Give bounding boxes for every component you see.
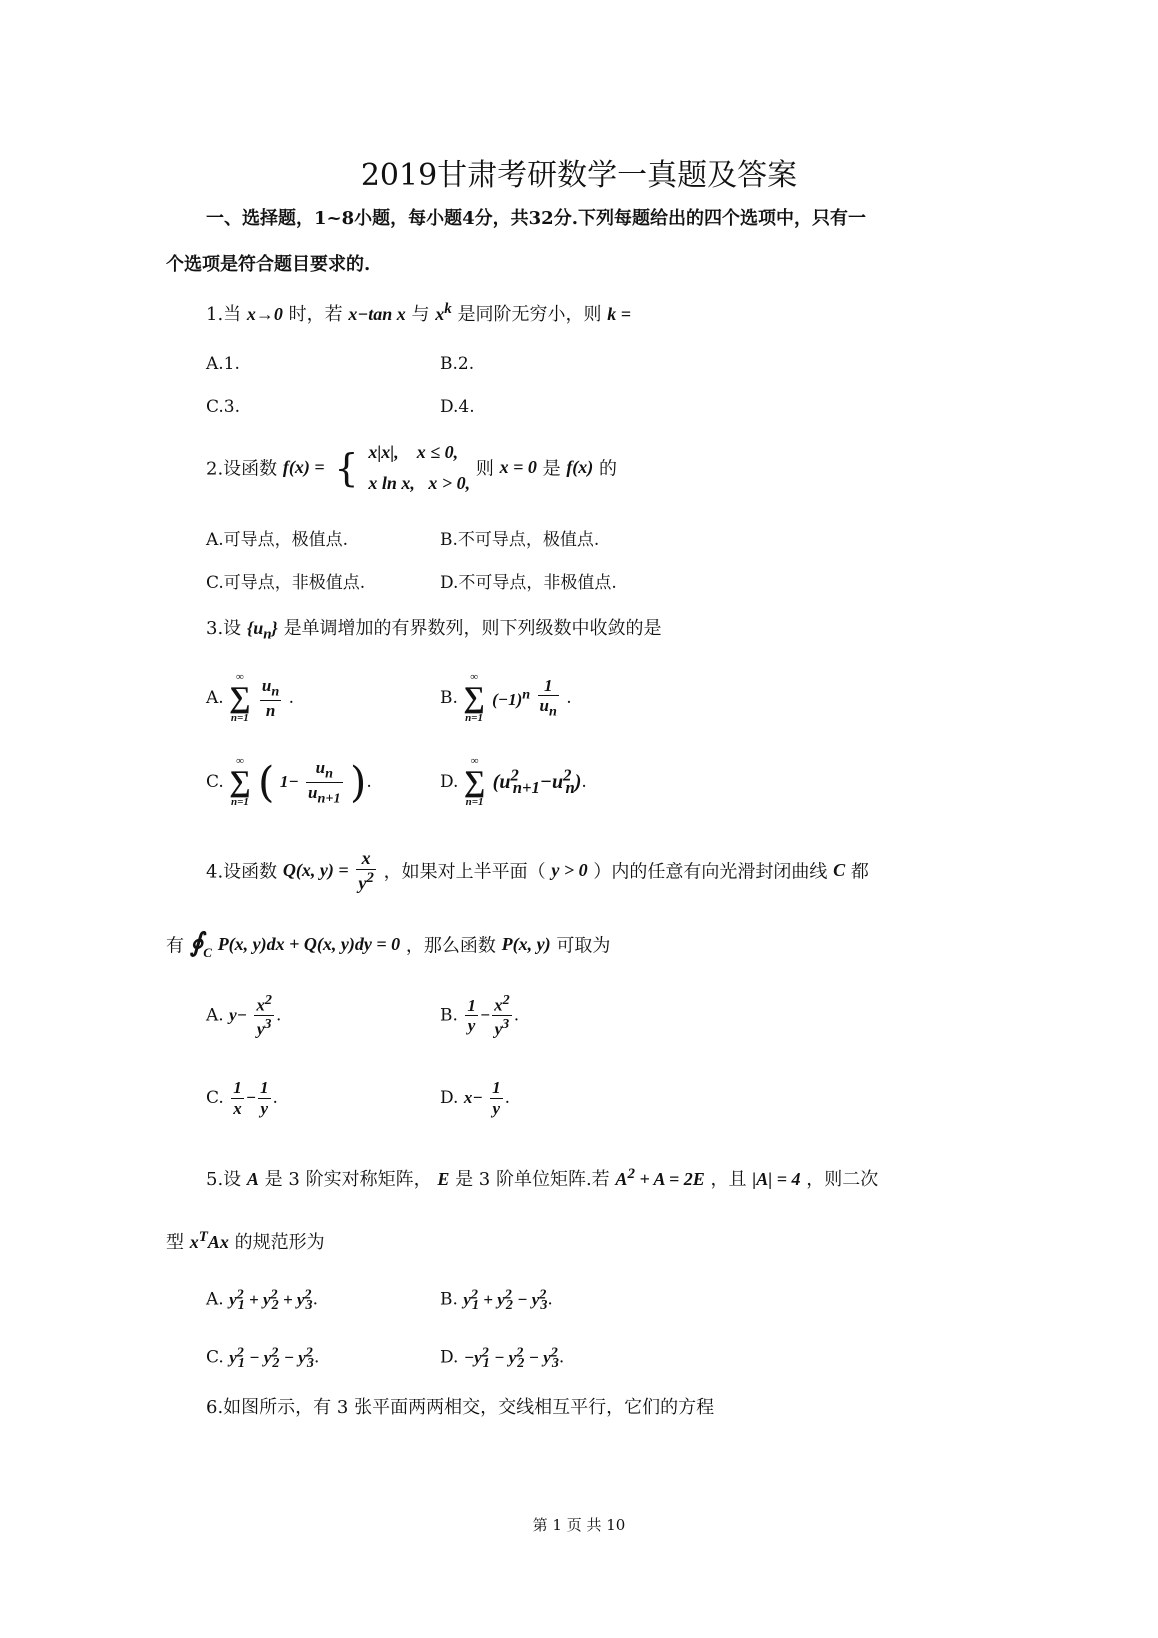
q4-c-den1: x: [233, 1098, 242, 1118]
question-5-line1: [206, 1165, 878, 1191]
q4-b-frac2: [492, 992, 512, 1039]
q5-b-sq1: 2: [470, 1286, 478, 1302]
q4-a-den: [254, 1016, 274, 1039]
q4-label-b: B.: [440, 1005, 458, 1026]
q1-math-3-sup: k: [444, 301, 452, 317]
q4-a-num-sup: 2: [264, 992, 272, 1008]
q1-text-2: 时，若: [288, 304, 343, 325]
q5-b-s1: 1: [471, 1297, 480, 1314]
q1-math-2: x−tan x: [348, 304, 406, 324]
q3-c-sum-sign: ∑: [229, 765, 251, 798]
q5-b-expr: [463, 1286, 548, 1314]
q2-text-2: 则: [475, 458, 494, 480]
q5-option-c: [206, 1344, 319, 1372]
q3-d-sum-bottom: n=1: [465, 796, 484, 808]
q4-c-period: .: [272, 1088, 278, 1109]
q5-a-op1: +: [244, 1289, 263, 1309]
q3-c-num-base: u: [315, 757, 326, 777]
q5-a-s3: 3: [305, 1297, 313, 1314]
q4-d-pre: x−: [463, 1088, 483, 1108]
q4-math-5: P(x, y): [501, 934, 551, 955]
q5-text-5: ，则二次: [806, 1169, 879, 1190]
q2-option-a: A.可导点，极值点.: [206, 530, 349, 550]
q4-integral-sub: C: [203, 945, 212, 961]
q5-math-1: A: [246, 1169, 259, 1189]
q5-option-d: [440, 1344, 564, 1372]
q5-b-period: .: [547, 1289, 553, 1310]
q3-c-den-sub: n+1: [317, 789, 341, 806]
q4-b-num2: [492, 992, 512, 1016]
q1-text-4: 是同阶无穷小，则: [457, 304, 602, 325]
q5-l2-text-2: 的规范形为: [234, 1232, 325, 1253]
q5-d-s1: 1: [482, 1355, 490, 1372]
q3-label-c: C.: [206, 772, 224, 792]
q2-text-4: 的: [599, 458, 618, 480]
q5-d-neg: −: [463, 1347, 475, 1367]
q1-option-a: A.1.: [206, 354, 240, 374]
q5-c-s2: 2: [272, 1355, 280, 1372]
q5-d-y1: y: [474, 1347, 482, 1367]
q4-den-sup: 2: [366, 869, 374, 886]
q5-d-op1: −: [489, 1347, 509, 1367]
q4-d-period: .: [504, 1088, 510, 1109]
q3-d-t2-sup: 2: [563, 765, 572, 785]
q3-d-t1-sub: n+1: [512, 778, 540, 798]
q5-a-sq2: 2: [270, 1286, 278, 1302]
q5-label-d: D.: [440, 1347, 459, 1368]
q2-case-2: x ln x,: [368, 472, 415, 493]
q4-text-3: ）内的任意有向光滑封闭曲线: [593, 861, 828, 883]
q5-d-expr: [463, 1344, 559, 1372]
q4-c-mid: −: [245, 1088, 257, 1108]
q4-option-c: [206, 1078, 278, 1118]
q5-a-op2: +: [278, 1289, 297, 1309]
q1-math-1: x→0: [246, 304, 283, 324]
q5-math-2: E: [437, 1169, 450, 1189]
q5-c-period: .: [313, 1347, 320, 1368]
q5-c-s1: 1: [237, 1355, 245, 1372]
q4-l2-text-1: 有: [166, 935, 184, 957]
q4-b-den2-sup: 3: [502, 1016, 510, 1033]
q3-d-expr: $(u^2_{n+1}-u^2_n)$: [492, 765, 582, 798]
q5-a-y2: y: [262, 1289, 271, 1309]
q3-c-frac: [306, 758, 343, 806]
q2-text-3: 是: [542, 458, 561, 480]
q5-d-op2: −: [524, 1347, 544, 1367]
q2-math-3: f(x): [566, 457, 594, 478]
q5-d-y3: y: [543, 1347, 551, 1367]
q2-option-b: B.不可导点，极值点.: [440, 530, 600, 550]
q3-d-t1-sup: 2: [510, 765, 519, 785]
question-1: [206, 300, 631, 326]
q5-d-s3: 3: [551, 1355, 559, 1372]
q3-b-den-sub: n: [548, 703, 557, 720]
q4-c-frac1: [231, 1078, 244, 1118]
q5-option-b: [440, 1286, 553, 1314]
q3-a-sum-bottom: n=1: [230, 712, 249, 724]
q3-text-1: 3.设: [206, 618, 242, 639]
q5-l2-text-1: 型: [166, 1232, 184, 1253]
q4-num: x: [356, 848, 376, 870]
q4-a-num-base: x: [256, 995, 265, 1015]
q5-math-5-rest: Ax: [207, 1232, 229, 1252]
q3-c-num: [306, 758, 343, 783]
q3-text-2: 是单调增加的有界数列，则下列级数中收敛的是: [283, 618, 662, 639]
q3-a-sum: [229, 672, 250, 724]
q5-b-op1: +: [479, 1289, 498, 1309]
q4-integral-sign: ∮: [189, 928, 204, 957]
q4-l2-text-2: ，那么函数: [405, 935, 496, 957]
q4-text-4: 都: [850, 861, 869, 883]
q3-b-period: .: [566, 688, 572, 708]
q2-text-1: 2.设函数: [206, 458, 278, 480]
q4-d-num: 1: [492, 1078, 501, 1097]
q3-math-1-end: }: [271, 618, 278, 638]
q3-b-sum-bottom: n=1: [465, 712, 483, 724]
q2-brace-icon: {: [334, 445, 359, 490]
q4-option-a: [206, 992, 281, 1039]
q4-b-den2: [492, 1016, 512, 1039]
q5-a-period: .: [312, 1289, 318, 1310]
q5-c-op1: −: [244, 1347, 264, 1367]
q4-d-frac: [490, 1078, 503, 1118]
q5-option-a: [206, 1286, 318, 1314]
q3-b-sum-sign: ∑: [463, 681, 485, 714]
question-4-line1: [206, 848, 869, 893]
q3-label-b: B.: [440, 688, 458, 708]
q5-c-expr: [229, 1344, 314, 1372]
q3-b-pre: [492, 686, 531, 709]
q4-den: [356, 870, 376, 894]
q3-b-num: 1: [538, 676, 559, 697]
q4-a-num: [254, 992, 274, 1016]
q2-math-2: x = 0: [499, 457, 537, 478]
q5-c-sq1: 2: [236, 1344, 244, 1360]
question-5-line2: [166, 1228, 325, 1254]
q4-integral-icon: [189, 928, 212, 961]
q5-a-s1: 1: [237, 1297, 245, 1314]
q4-label-d: D.: [440, 1088, 459, 1109]
q5-label-c: C.: [206, 1347, 224, 1368]
q5-text-2: 是 3 阶实对称矩阵，: [264, 1169, 432, 1190]
q4-b-period: .: [513, 1005, 520, 1026]
q3-c-left-paren-icon: (: [258, 757, 275, 807]
q3-c-pre: 1−: [279, 772, 299, 791]
q5-math-3-sup: 2: [627, 1166, 635, 1182]
q3-d-t1: u: [499, 771, 511, 794]
q5-d-s2: 2: [517, 1355, 525, 1372]
q4-math-3: C: [833, 860, 846, 881]
q5-math-3-rest: + A = 2E: [639, 1169, 705, 1189]
q5-text-1: 5.设: [206, 1169, 242, 1190]
q4-b-mid: −: [479, 1005, 491, 1025]
q1-math-4: k =: [607, 304, 632, 324]
q5-d-y2: y: [508, 1347, 517, 1367]
q4-label-c: C.: [206, 1088, 224, 1109]
q5-d-sq2: 2: [516, 1344, 524, 1360]
q3-a-num-base: u: [261, 675, 272, 695]
q4-c-num2: 1: [260, 1078, 269, 1097]
q4-c-den2: y: [260, 1098, 269, 1118]
q5-label-a: A.: [206, 1289, 224, 1310]
q3-c-sum: [229, 756, 250, 808]
q2-math-1: f(x) =: [282, 457, 325, 478]
q5-math-5-base: x: [189, 1232, 199, 1252]
q3-b-den: [538, 696, 559, 720]
q3-math-1-sub: n: [263, 626, 272, 643]
q5-a-y3: y: [296, 1289, 305, 1309]
q2-option-c: C.可导点，非极值点.: [206, 573, 366, 593]
q2-cases: [368, 437, 470, 498]
q3-a-den: n: [265, 700, 276, 720]
q5-b-sq3: 2: [539, 1286, 547, 1302]
question-3: [206, 614, 662, 644]
q5-c-y3: y: [298, 1347, 306, 1367]
q3-d-t2-sub: n: [565, 778, 575, 798]
q4-a-period: .: [275, 1005, 282, 1026]
q4-b-den1: y: [467, 1016, 476, 1036]
q3-a-period: .: [288, 688, 295, 708]
q4-den-base: y: [358, 872, 367, 893]
q5-b-y2: y: [497, 1289, 505, 1309]
q3-b-den-base: u: [539, 696, 549, 716]
q3-option-a: [206, 672, 294, 724]
section-header-line2: 个选项是符合题目要求的.: [166, 254, 371, 275]
q1-option-d: D.4.: [440, 397, 475, 417]
q3-c-sum-bottom: n=1: [230, 796, 249, 808]
q4-math-4: P(x, y)dx + Q(x, y)dy = 0: [217, 934, 401, 955]
q5-math-4: |A| = 4: [752, 1169, 801, 1189]
q3-c-den-base: u: [308, 782, 318, 802]
q5-d-sq1: 2: [481, 1344, 489, 1360]
q5-c-y2: y: [263, 1347, 272, 1367]
question-4-line2: [166, 928, 610, 961]
q4-b-num2-sup: 2: [502, 992, 510, 1008]
q4-b-den2-base: y: [494, 1019, 503, 1039]
q5-b-y3: y: [531, 1289, 540, 1309]
q5-c-y1: y: [229, 1347, 237, 1367]
q4-text-2: ，如果对上半平面（: [383, 861, 546, 883]
q5-a-s2: 2: [271, 1297, 279, 1314]
q3-a-sum-top: ∞: [235, 671, 244, 683]
q5-text-4: ，且: [710, 1169, 747, 1190]
q1-text-3: 与: [411, 304, 430, 325]
q1-option-b: B.2.: [440, 354, 475, 374]
q1-text-1: 1.当: [206, 304, 242, 325]
q4-b-num2-base: x: [494, 995, 503, 1015]
q5-b-op2: −: [512, 1289, 532, 1309]
q4-math-1: Q(x, y) =: [282, 860, 349, 881]
q5-a-y1: y: [229, 1289, 237, 1309]
q3-option-c: [206, 756, 372, 808]
q2-option-d: D.不可导点，非极值点.: [440, 573, 617, 593]
q5-c-s3: 3: [306, 1355, 314, 1372]
q5-d-period: .: [558, 1347, 565, 1368]
q2-cond-1: x ≤ 0,: [416, 442, 459, 462]
q5-d-sq3: 2: [550, 1344, 558, 1360]
q3-c-den: [306, 783, 343, 807]
q5-label-b: B.: [440, 1289, 458, 1310]
q4-d-den: y: [492, 1098, 501, 1118]
q3-math-1: [246, 618, 278, 643]
q4-a-den-base: y: [256, 1019, 265, 1039]
q3-a-num-sub: n: [271, 683, 280, 700]
q3-b-pre-sup: n: [522, 686, 531, 703]
q5-c-sq2: 2: [271, 1344, 279, 1360]
q2-case-1: x|x|,: [368, 442, 399, 462]
q5-b-sq2: 2: [504, 1286, 512, 1302]
q3-a-frac: [260, 676, 281, 720]
q5-b-s2: 2: [505, 1297, 513, 1314]
q5-b-s3: 3: [540, 1297, 548, 1314]
q4-c-num1: 1: [233, 1078, 242, 1097]
q4-a-frac: [254, 992, 274, 1039]
q4-b-num1: 1: [467, 995, 476, 1015]
q1-math-3-base: x: [435, 304, 445, 324]
question-6: 6.如图所示，有 3 张平面两两相交，交线相互平行，它们的方程: [206, 1397, 715, 1418]
q3-label-a: A.: [206, 688, 224, 708]
q5-text-3: 是 3 阶单位矩阵.若: [455, 1169, 610, 1190]
q4-label-a: A.: [206, 1005, 224, 1026]
q3-d-sum-top: ∞: [470, 755, 479, 767]
q4-text-1: 4.设函数: [206, 861, 278, 883]
q3-c-sum-top: ∞: [235, 755, 244, 767]
q4-c-frac2: [258, 1078, 271, 1118]
q4-frac: [356, 848, 376, 893]
q5-a-sq1: 2: [236, 1286, 244, 1302]
section-header-line1: 一、选择题，1~8小题，每小题4分，共32分.下列每题给出的四个选项中，只有一: [206, 208, 866, 229]
q3-d-period: .: [581, 772, 587, 792]
q4-b-frac1: [465, 996, 478, 1036]
q5-math-5-sup: T: [198, 1229, 208, 1245]
q4-l2-text-3: 可取为: [556, 935, 611, 957]
q3-a-sum-sign: ∑: [229, 681, 251, 714]
q5-a-sq3: 2: [304, 1286, 312, 1302]
q1-option-c: C.3.: [206, 397, 241, 417]
q3-b-pre-base: (−1): [492, 689, 523, 709]
question-2: [206, 437, 617, 498]
q3-math-1-base: {u: [246, 618, 264, 638]
q5-c-op2: −: [279, 1347, 299, 1367]
q3-c-right-paren-icon: ): [349, 757, 367, 807]
q3-b-frac: [538, 676, 559, 720]
q3-option-b: [440, 672, 572, 724]
q5-math-5: [189, 1229, 229, 1252]
q4-a-den-sup: 3: [264, 1016, 272, 1033]
q5-math-3: [615, 1166, 705, 1189]
q3-d-sum-sign: ∑: [463, 765, 486, 798]
q3-b-sum: [463, 672, 484, 724]
q3-d-mid: −u: [539, 771, 564, 794]
q3-b-sum-top: ∞: [470, 671, 478, 683]
q3-label-d: D.: [440, 772, 459, 792]
q5-a-expr: [229, 1286, 313, 1314]
q1-math-3: [435, 301, 452, 324]
q3-a-num: [260, 676, 281, 701]
page-title: 2019甘肃考研数学一真题及答案: [360, 158, 798, 193]
q4-a-pre: y−: [229, 1005, 247, 1025]
q4-math-2: y > 0: [551, 860, 588, 881]
q3-c-num-sub: n: [325, 765, 333, 782]
page-footer: 第 1 页 共 10: [532, 1516, 626, 1534]
q5-c-sq3: 2: [305, 1344, 313, 1360]
q4-option-b: [440, 992, 519, 1039]
q5-b-y1: y: [463, 1289, 471, 1309]
q3-option-d: [440, 756, 587, 808]
q2-cond-2: x > 0,: [428, 472, 471, 493]
q3-c-period: .: [366, 772, 372, 792]
q4-option-d: [440, 1078, 510, 1118]
q5-math-3-base: A: [615, 1169, 628, 1189]
q3-d-sum: [464, 756, 485, 808]
